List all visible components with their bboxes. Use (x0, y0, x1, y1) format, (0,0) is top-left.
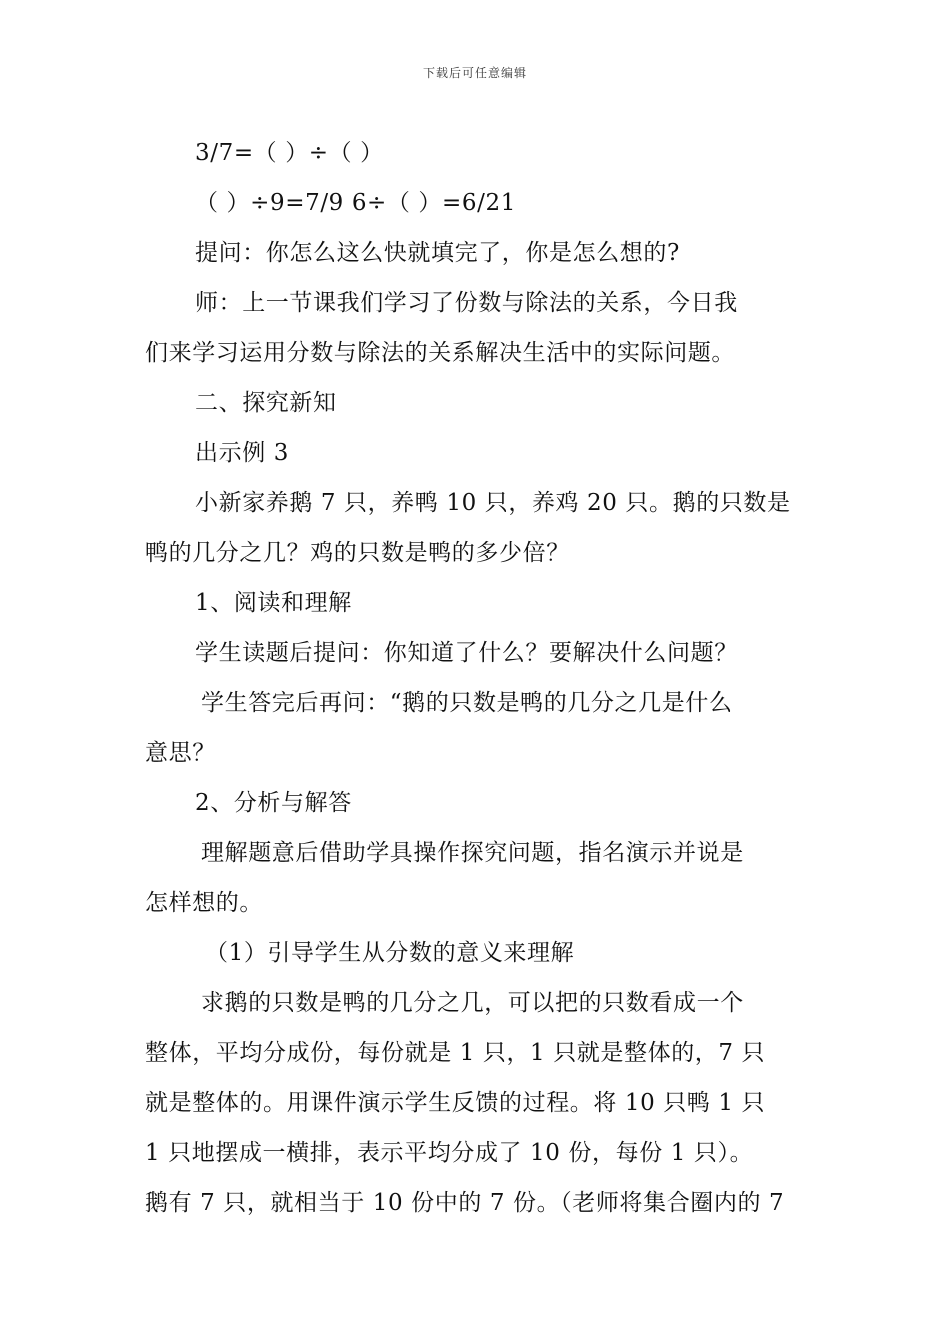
analysis-line-2: 怎样想的。 (145, 890, 263, 916)
explanation-line-5: 鹅有 7 只，就相当于 10 份中的 7 份。（老师将集合圈内的 7 (145, 1190, 785, 1216)
step-heading-1: 1、阅读和理解 (195, 590, 352, 616)
follow-up-line-1: 学生答完后再问：“鹅的只数是鸭的几分之几是什么 (201, 690, 733, 716)
explanation-line-2: 整体，平均分成份，每份就是 1 只，1 只就是整体的，7 只 (145, 1040, 766, 1066)
explanation-line-3: 就是整体的。用课件演示学生反馈的过程。将 10 只鸭 1 只 (145, 1090, 766, 1116)
teacher-line-2: 们来学习运用分数与除法的关系解决生活中的实际问题。 (145, 340, 735, 366)
explanation-line-1: 求鹅的只数是鸭的几分之几，可以把的只数看成一个 (201, 990, 744, 1016)
section-heading: 二、探究新知 (195, 390, 337, 416)
exercise-line-1: 3/7=（ ）÷（ ） (195, 140, 384, 166)
student-question-line: 学生读题后提问：你知道了什么？要解决什么问题？ (195, 640, 738, 666)
teacher-line-1: 师：上一节课我们学习了份数与除法的关系，今日我 (195, 290, 738, 316)
explanation-line-4: 1 只地摆成一横排，表示平均分成了 10 份，每份 1 只）。 (145, 1140, 754, 1166)
example-label: 出示例 3 (195, 440, 289, 466)
follow-up-line-2: 意思？ (145, 740, 216, 766)
analysis-line-1: 理解题意后借助学具操作探究问题，指名演示并说是 (201, 840, 744, 866)
sub-heading: （1）引导学生从分数的意义来理解 (205, 940, 575, 966)
problem-line-2: 鸭的几分之几？鸡的只数是鸭的多少倍？ (145, 540, 570, 566)
problem-line-1: 小新家养鹅 7 只，养鸭 10 只，养鸡 20 只。鹅的只数是 (195, 490, 791, 516)
page-header: 下载后可任意编辑 (422, 66, 527, 80)
question-line: 提问：你怎么这么快就填完了，你是怎么想的? (195, 240, 680, 266)
step-heading-2: 2、分析与解答 (195, 790, 352, 816)
document-body (145, 128, 807, 1228)
exercise-line-2: （ ）÷9=7/9 6÷（ ）=6/21 (195, 190, 516, 216)
